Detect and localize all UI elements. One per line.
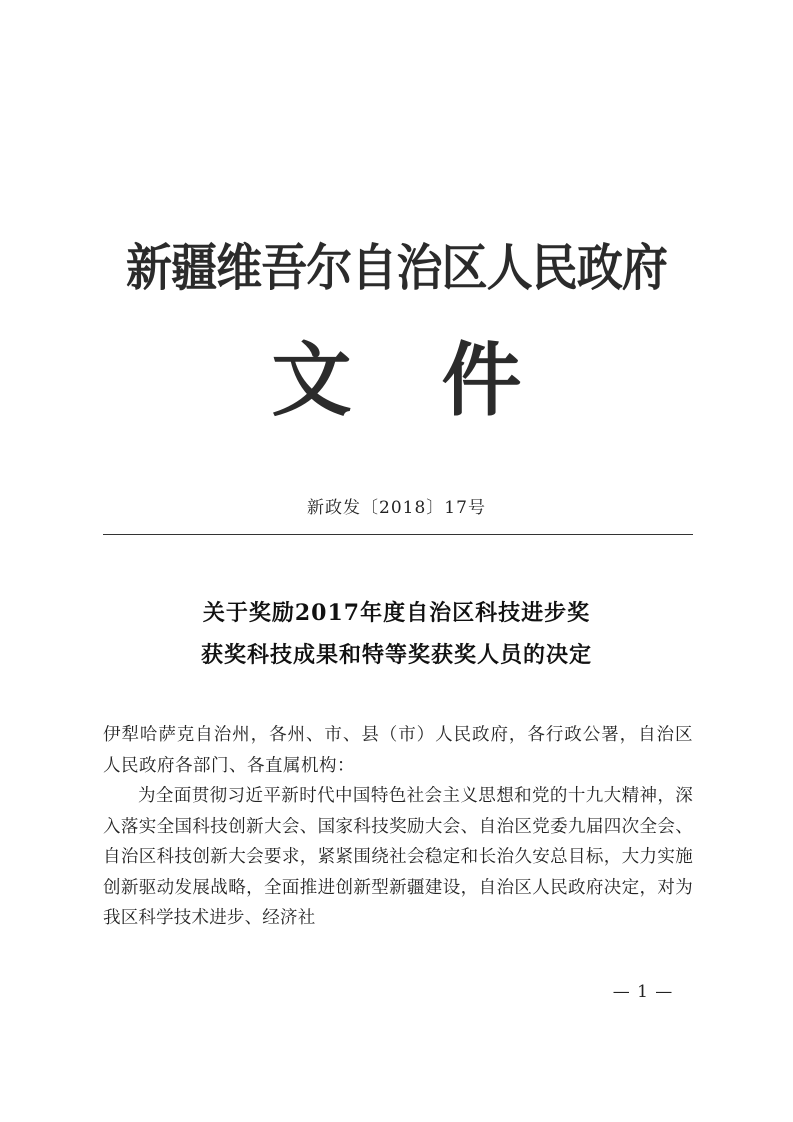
document-body bbox=[103, 720, 693, 934]
document-title bbox=[0, 592, 793, 676]
issuer-name: 新疆维吾尔自治区人民政府 bbox=[126, 239, 667, 297]
body-paragraph: 为全面贯彻习近平新时代中国特色社会主义思想和党的十九大精神，深入落实全国科技创新大会、国家科技奖励大会、自治区党委九届四次全会、自治区科技创新大会要求，紧紧围绕社会稳定和长治久安总目标，大力实施创新驱动发展战略，全面推进创新型新疆建设，自治区人民政府决定，对为我区科学技术进步、经济社 bbox=[103, 786, 693, 928]
document-type: 文件 bbox=[271, 333, 612, 427]
header-divider bbox=[103, 534, 693, 535]
addressee: 伊犁哈萨克自治州，各州、市、县（市）人民政府，各行政公署，自治区人民政府各部门、各直属机构： bbox=[103, 725, 693, 776]
document-number: 新政发〔2018〕17号 bbox=[307, 498, 486, 518]
page-number: — 1 — bbox=[612, 982, 674, 1002]
title-line-2: 获奖科技成果和特等奖获奖人员的决定 bbox=[200, 642, 592, 668]
title-line-1: 关于奖励2017年度自治区科技进步奖 bbox=[202, 600, 591, 626]
